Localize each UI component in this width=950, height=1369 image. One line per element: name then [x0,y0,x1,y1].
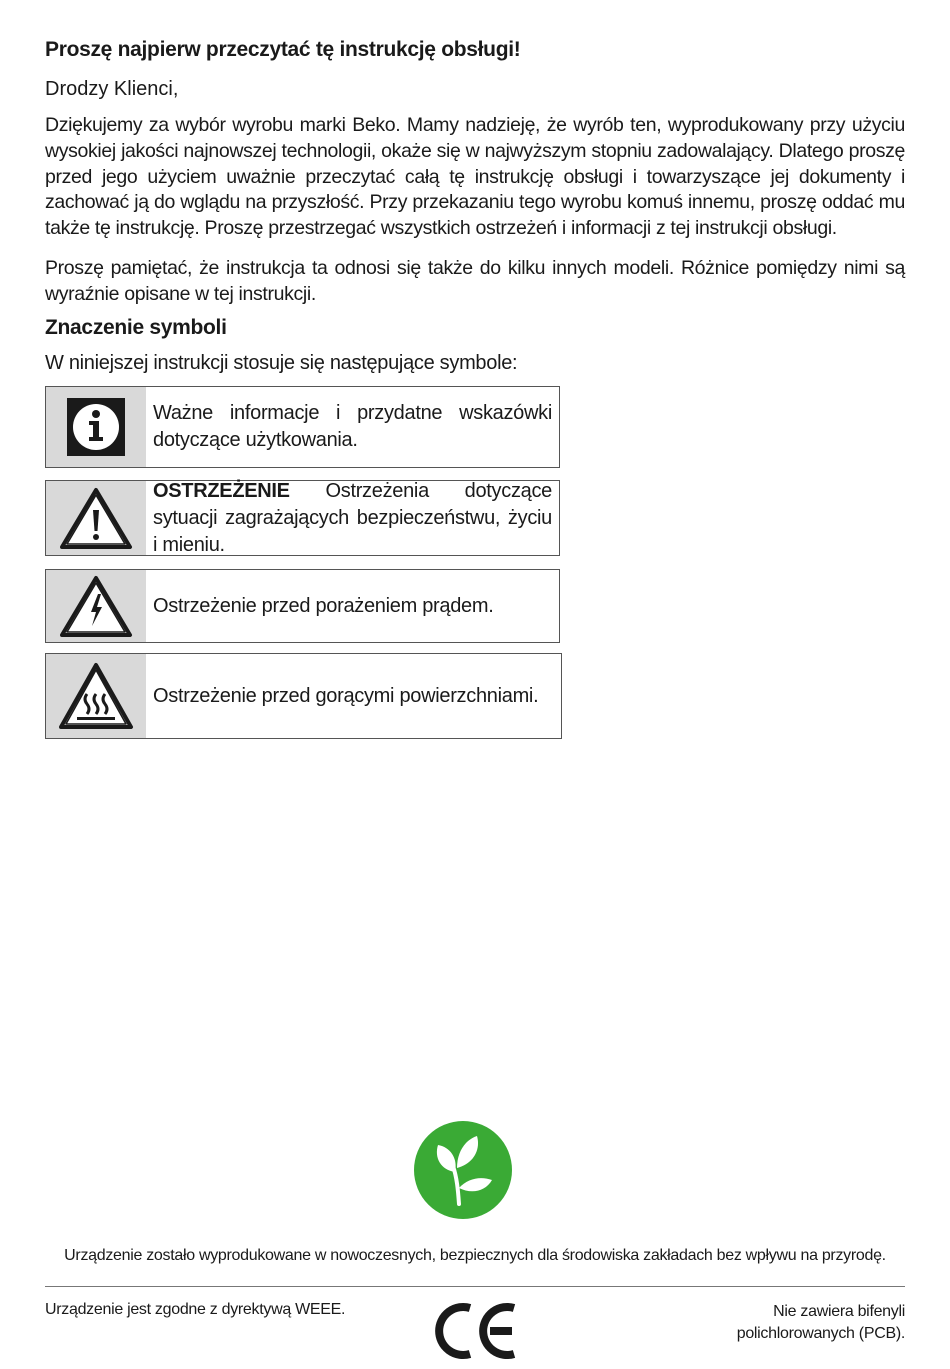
hot-surface-icon [46,654,146,738]
symbol-box-info [45,386,560,468]
symbol-text [146,481,559,555]
warning-icon [46,481,146,555]
info-description: Ważne informacje i przydatne wskazówki dotyczące użytkowania. [153,402,552,451]
info-icon [46,387,146,467]
page-title: Proszę najpierw przeczytać tę instrukcję obsługi! [45,38,521,61]
symbol-box-hot-surface [45,653,562,739]
intro-paragraph: Dziękujemy za wybór wyrobu marki Beko. Mamy nadzieję, że wyrób ten, wyprodukowany przy użyciu wysokiej jakości najnowszej technologii, okaże się w najwyższym stopniu zadowalający. Dlatego proszę przed jego użyciem uważnie przeczytać całą tę instrukcję obsługi i towarzyszące jej dokumenty i zachować ją do wglądu na przyszłość. Przy przekazaniu tego wyrobu komuś innemu, proszę oddać mu także tę instrukcję. Proszę przestrzegać wszystkich ostrzeżeń i informacji z tej instrukcji obsługi. [45,114,905,240]
symbol-box-warning [45,480,560,556]
symbol-box-electric [45,569,560,643]
eco-leaf-icon [413,1120,513,1220]
divider [45,1286,905,1287]
symbols-heading: Znaczenie symboli [45,316,227,339]
symbol-text [146,654,561,738]
eco-statement: Urządzenie zostało wyprodukowane w nowoczesnych, bezpiecznych dla środowiska zakładach bez wpływu na przyrodę. [64,1247,886,1264]
warning-description: Ostrzeżenia dotyczące sytuacji zagrażających bezpieczeństwu, życiu i mieniu. [153,479,552,556]
ce-mark-icon [430,1298,522,1364]
electric-shock-icon [46,570,146,642]
symbols-intro: W niniejszej instrukcji stosuje się następujące symbole: [45,352,518,374]
greeting: Drodzy Klienci, [45,78,179,100]
weee-statement: Urządzenie jest zgodne z dyrektywą WEEE. [45,1301,346,1318]
electric-description: Ostrzeżenie przed porażeniem prądem. [153,594,494,617]
hot-surface-description: Ostrzeżenie przed gorącymi powierzchniami. [153,684,539,707]
pcb-statement: Nie zawiera bifenyli polichlorowanych (PCB). [736,1303,905,1342]
symbol-text [146,570,559,642]
models-paragraph: Proszę pamiętać, że instrukcja ta odnosi się także do kilku innych modeli. Różnice pomiędzy nimi są wyraźnie opisane w tej instrukcji. [45,257,905,305]
warning-label: OSTRZEŻENIE [153,479,290,502]
symbol-text [146,387,559,467]
